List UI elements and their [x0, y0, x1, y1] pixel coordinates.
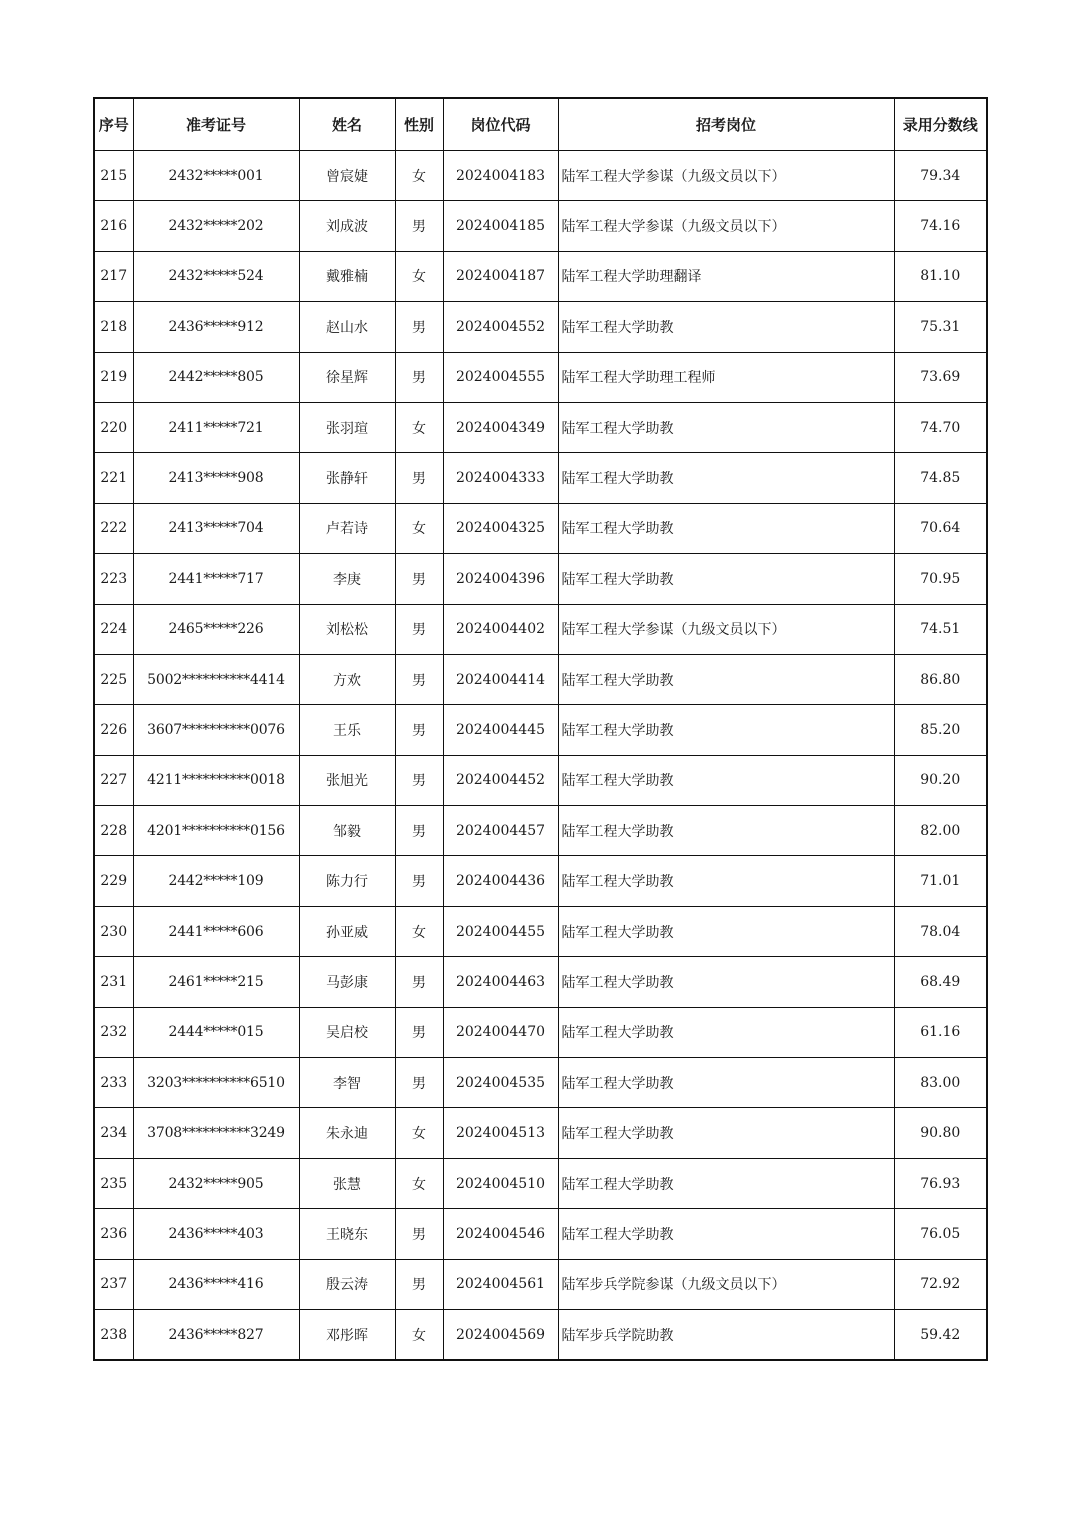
cell-cutoff-score: 74.51	[894, 604, 987, 654]
cell-position-code: 2024004445	[443, 705, 558, 755]
cell-position-code: 2024004569	[443, 1309, 558, 1360]
cell-name: 张旭光	[299, 755, 395, 805]
cell-gender: 男	[395, 806, 443, 856]
cell-serial-number: 229	[94, 856, 133, 906]
cell-cutoff-score: 68.49	[894, 957, 987, 1007]
cell-recruiting-position: 陆军工程大学助教	[558, 806, 894, 856]
cell-position-code: 2024004455	[443, 906, 558, 956]
cell-gender: 男	[395, 554, 443, 604]
table-row	[94, 453, 987, 503]
admission-score-table	[93, 97, 988, 1361]
cell-gender: 男	[395, 302, 443, 352]
table-row	[94, 302, 987, 352]
table-body	[94, 151, 987, 1361]
cell-gender: 男	[395, 1209, 443, 1259]
cell-serial-number: 219	[94, 352, 133, 402]
cell-name: 王晓东	[299, 1209, 395, 1259]
cell-gender: 女	[395, 151, 443, 201]
table-row	[94, 1209, 987, 1259]
table-row	[94, 251, 987, 301]
cell-cutoff-score: 76.05	[894, 1209, 987, 1259]
table-row	[94, 1108, 987, 1158]
cell-exam-ticket-number: 2432*****905	[133, 1158, 299, 1208]
cell-exam-ticket-number: 4201**********0156	[133, 806, 299, 856]
cell-serial-number: 228	[94, 806, 133, 856]
cell-gender: 女	[395, 1309, 443, 1360]
cell-position-code: 2024004555	[443, 352, 558, 402]
table-row	[94, 1058, 987, 1108]
table-row	[94, 705, 987, 755]
cell-cutoff-score: 90.20	[894, 755, 987, 805]
cell-serial-number: 235	[94, 1158, 133, 1208]
cell-exam-ticket-number: 5002**********4414	[133, 654, 299, 704]
cell-cutoff-score: 73.69	[894, 352, 987, 402]
cell-gender: 女	[395, 906, 443, 956]
cell-serial-number: 215	[94, 151, 133, 201]
cell-gender: 男	[395, 1259, 443, 1309]
cell-cutoff-score: 71.01	[894, 856, 987, 906]
table-row	[94, 654, 987, 704]
cell-serial-number: 238	[94, 1309, 133, 1360]
header-exam-ticket-number: 准考证号	[133, 98, 299, 151]
cell-recruiting-position: 陆军工程大学助教	[558, 1209, 894, 1259]
cell-position-code: 2024004510	[443, 1158, 558, 1208]
cell-serial-number: 230	[94, 906, 133, 956]
table-row	[94, 755, 987, 805]
cell-name: 吴启校	[299, 1007, 395, 1057]
cell-gender: 男	[395, 705, 443, 755]
cell-exam-ticket-number: 2413*****908	[133, 453, 299, 503]
table-row	[94, 806, 987, 856]
cell-position-code: 2024004470	[443, 1007, 558, 1057]
cell-cutoff-score: 90.80	[894, 1108, 987, 1158]
cell-exam-ticket-number: 3607**********0076	[133, 705, 299, 755]
cell-gender: 女	[395, 1158, 443, 1208]
cell-serial-number: 217	[94, 251, 133, 301]
cell-exam-ticket-number: 2432*****202	[133, 201, 299, 251]
header-gender: 性别	[395, 98, 443, 151]
cell-position-code: 2024004463	[443, 957, 558, 1007]
cell-exam-ticket-number: 2436*****403	[133, 1209, 299, 1259]
cell-gender: 男	[395, 604, 443, 654]
cell-gender: 男	[395, 1058, 443, 1108]
cell-serial-number: 225	[94, 654, 133, 704]
cell-exam-ticket-number: 2444*****015	[133, 1007, 299, 1057]
cell-cutoff-score: 76.93	[894, 1158, 987, 1208]
cell-exam-ticket-number: 2436*****416	[133, 1259, 299, 1309]
cell-name: 王乐	[299, 705, 395, 755]
cell-gender: 女	[395, 503, 443, 553]
cell-exam-ticket-number: 2441*****606	[133, 906, 299, 956]
cell-gender: 女	[395, 1108, 443, 1158]
cell-position-code: 2024004457	[443, 806, 558, 856]
cell-exam-ticket-number: 2432*****001	[133, 151, 299, 201]
cell-serial-number: 218	[94, 302, 133, 352]
cell-cutoff-score: 59.42	[894, 1309, 987, 1360]
cell-serial-number: 236	[94, 1209, 133, 1259]
cell-recruiting-position: 陆军工程大学助教	[558, 1007, 894, 1057]
cell-name: 邹毅	[299, 806, 395, 856]
cell-exam-ticket-number: 2461*****215	[133, 957, 299, 1007]
cell-gender: 女	[395, 251, 443, 301]
cell-serial-number: 234	[94, 1108, 133, 1158]
cell-exam-ticket-number: 4211**********0018	[133, 755, 299, 805]
header-name: 姓名	[299, 98, 395, 151]
cell-exam-ticket-number: 2442*****109	[133, 856, 299, 906]
cell-cutoff-score: 70.95	[894, 554, 987, 604]
cell-name: 张慧	[299, 1158, 395, 1208]
cell-recruiting-position: 陆军工程大学参谋（九级文员以下）	[558, 201, 894, 251]
cell-cutoff-score: 70.64	[894, 503, 987, 553]
cell-exam-ticket-number: 3708**********3249	[133, 1108, 299, 1158]
cell-name: 曾宸婕	[299, 151, 395, 201]
cell-cutoff-score: 79.34	[894, 151, 987, 201]
cell-cutoff-score: 72.92	[894, 1259, 987, 1309]
cell-recruiting-position: 陆军工程大学助教	[558, 453, 894, 503]
cell-recruiting-position: 陆军工程大学参谋（九级文员以下）	[558, 151, 894, 201]
cell-position-code: 2024004349	[443, 402, 558, 452]
cell-exam-ticket-number: 2413*****704	[133, 503, 299, 553]
cell-gender: 男	[395, 1007, 443, 1057]
cell-gender: 男	[395, 654, 443, 704]
cell-cutoff-score: 74.85	[894, 453, 987, 503]
table-row	[94, 957, 987, 1007]
cell-recruiting-position: 陆军工程大学助理工程师	[558, 352, 894, 402]
cell-cutoff-score: 78.04	[894, 906, 987, 956]
cell-recruiting-position: 陆军工程大学参谋（九级文员以下）	[558, 604, 894, 654]
table-row	[94, 503, 987, 553]
cell-exam-ticket-number: 3203**********6510	[133, 1058, 299, 1108]
table-row	[94, 1007, 987, 1057]
cell-serial-number: 231	[94, 957, 133, 1007]
cell-name: 刘成波	[299, 201, 395, 251]
cell-exam-ticket-number: 2465*****226	[133, 604, 299, 654]
cell-gender: 女	[395, 402, 443, 452]
cell-serial-number: 221	[94, 453, 133, 503]
cell-recruiting-position: 陆军工程大学助教	[558, 957, 894, 1007]
cell-serial-number: 220	[94, 402, 133, 452]
cell-recruiting-position: 陆军工程大学助教	[558, 302, 894, 352]
cell-exam-ticket-number: 2441*****717	[133, 554, 299, 604]
cell-serial-number: 216	[94, 201, 133, 251]
cell-position-code: 2024004325	[443, 503, 558, 553]
cell-position-code: 2024004402	[443, 604, 558, 654]
cell-name: 马彭康	[299, 957, 395, 1007]
cell-recruiting-position: 陆军工程大学助教	[558, 906, 894, 956]
cell-name: 戴雅楠	[299, 251, 395, 301]
cell-recruiting-position: 陆军步兵学院参谋（九级文员以下）	[558, 1259, 894, 1309]
cell-gender: 男	[395, 352, 443, 402]
cell-name: 李智	[299, 1058, 395, 1108]
cell-exam-ticket-number: 2436*****912	[133, 302, 299, 352]
table-row	[94, 352, 987, 402]
cell-cutoff-score: 81.10	[894, 251, 987, 301]
cell-position-code: 2024004333	[443, 453, 558, 503]
cell-cutoff-score: 75.31	[894, 302, 987, 352]
cell-exam-ticket-number: 2411*****721	[133, 402, 299, 452]
table-row	[94, 906, 987, 956]
table-row	[94, 1259, 987, 1309]
cell-serial-number: 232	[94, 1007, 133, 1057]
cell-name: 卢若诗	[299, 503, 395, 553]
cell-serial-number: 226	[94, 705, 133, 755]
cell-gender: 男	[395, 201, 443, 251]
cell-gender: 男	[395, 755, 443, 805]
cell-position-code: 2024004546	[443, 1209, 558, 1259]
cell-position-code: 2024004183	[443, 151, 558, 201]
cell-recruiting-position: 陆军工程大学助教	[558, 503, 894, 553]
table-row	[94, 402, 987, 452]
cell-name: 孙亚威	[299, 906, 395, 956]
cell-position-code: 2024004535	[443, 1058, 558, 1108]
cell-name: 徐星辉	[299, 352, 395, 402]
cell-position-code: 2024004436	[443, 856, 558, 906]
cell-position-code: 2024004561	[443, 1259, 558, 1309]
cell-recruiting-position: 陆军工程大学助教	[558, 402, 894, 452]
cell-cutoff-score: 74.70	[894, 402, 987, 452]
cell-recruiting-position: 陆军工程大学助教	[558, 654, 894, 704]
table-row	[94, 1158, 987, 1208]
cell-position-code: 2024004187	[443, 251, 558, 301]
table-row	[94, 554, 987, 604]
table-row	[94, 201, 987, 251]
cell-serial-number: 222	[94, 503, 133, 553]
cell-exam-ticket-number: 2432*****524	[133, 251, 299, 301]
cell-position-code: 2024004185	[443, 201, 558, 251]
cell-name: 张羽瑄	[299, 402, 395, 452]
cell-recruiting-position: 陆军工程大学助理翻译	[558, 251, 894, 301]
header-serial-number: 序号	[94, 98, 133, 151]
cell-recruiting-position: 陆军步兵学院助教	[558, 1309, 894, 1360]
cell-position-code: 2024004396	[443, 554, 558, 604]
cell-name: 陈力行	[299, 856, 395, 906]
header-recruiting-position: 招考岗位	[558, 98, 894, 151]
cell-cutoff-score: 82.00	[894, 806, 987, 856]
cell-name: 赵山水	[299, 302, 395, 352]
cell-name: 朱永迪	[299, 1108, 395, 1158]
cell-cutoff-score: 74.16	[894, 201, 987, 251]
cell-cutoff-score: 85.20	[894, 705, 987, 755]
cell-cutoff-score: 83.00	[894, 1058, 987, 1108]
table-row	[94, 604, 987, 654]
cell-gender: 男	[395, 856, 443, 906]
table-row	[94, 151, 987, 201]
cell-position-code: 2024004552	[443, 302, 558, 352]
table-row	[94, 1309, 987, 1360]
header-cutoff-score: 录用分数线	[894, 98, 987, 151]
cell-position-code: 2024004414	[443, 654, 558, 704]
cell-cutoff-score: 86.80	[894, 654, 987, 704]
cell-position-code: 2024004513	[443, 1108, 558, 1158]
cell-recruiting-position: 陆军工程大学助教	[558, 554, 894, 604]
header-position-code: 岗位代码	[443, 98, 558, 151]
cell-recruiting-position: 陆军工程大学助教	[558, 755, 894, 805]
cell-name: 张静轩	[299, 453, 395, 503]
cell-name: 方欢	[299, 654, 395, 704]
cell-recruiting-position: 陆军工程大学助教	[558, 1158, 894, 1208]
cell-serial-number: 237	[94, 1259, 133, 1309]
cell-serial-number: 233	[94, 1058, 133, 1108]
cell-recruiting-position: 陆军工程大学助教	[558, 1058, 894, 1108]
cell-gender: 男	[395, 453, 443, 503]
cell-cutoff-score: 61.16	[894, 1007, 987, 1057]
cell-name: 李庚	[299, 554, 395, 604]
cell-recruiting-position: 陆军工程大学助教	[558, 1108, 894, 1158]
cell-name: 殷云涛	[299, 1259, 395, 1309]
cell-serial-number: 227	[94, 755, 133, 805]
table-row	[94, 856, 987, 906]
cell-recruiting-position: 陆军工程大学助教	[558, 856, 894, 906]
cell-position-code: 2024004452	[443, 755, 558, 805]
cell-exam-ticket-number: 2442*****805	[133, 352, 299, 402]
cell-exam-ticket-number: 2436*****827	[133, 1309, 299, 1360]
cell-gender: 男	[395, 957, 443, 1007]
cell-serial-number: 223	[94, 554, 133, 604]
cell-recruiting-position: 陆军工程大学助教	[558, 705, 894, 755]
table-header-row	[94, 98, 987, 151]
cell-name: 刘松松	[299, 604, 395, 654]
cell-name: 邓彤晖	[299, 1309, 395, 1360]
cell-serial-number: 224	[94, 604, 133, 654]
